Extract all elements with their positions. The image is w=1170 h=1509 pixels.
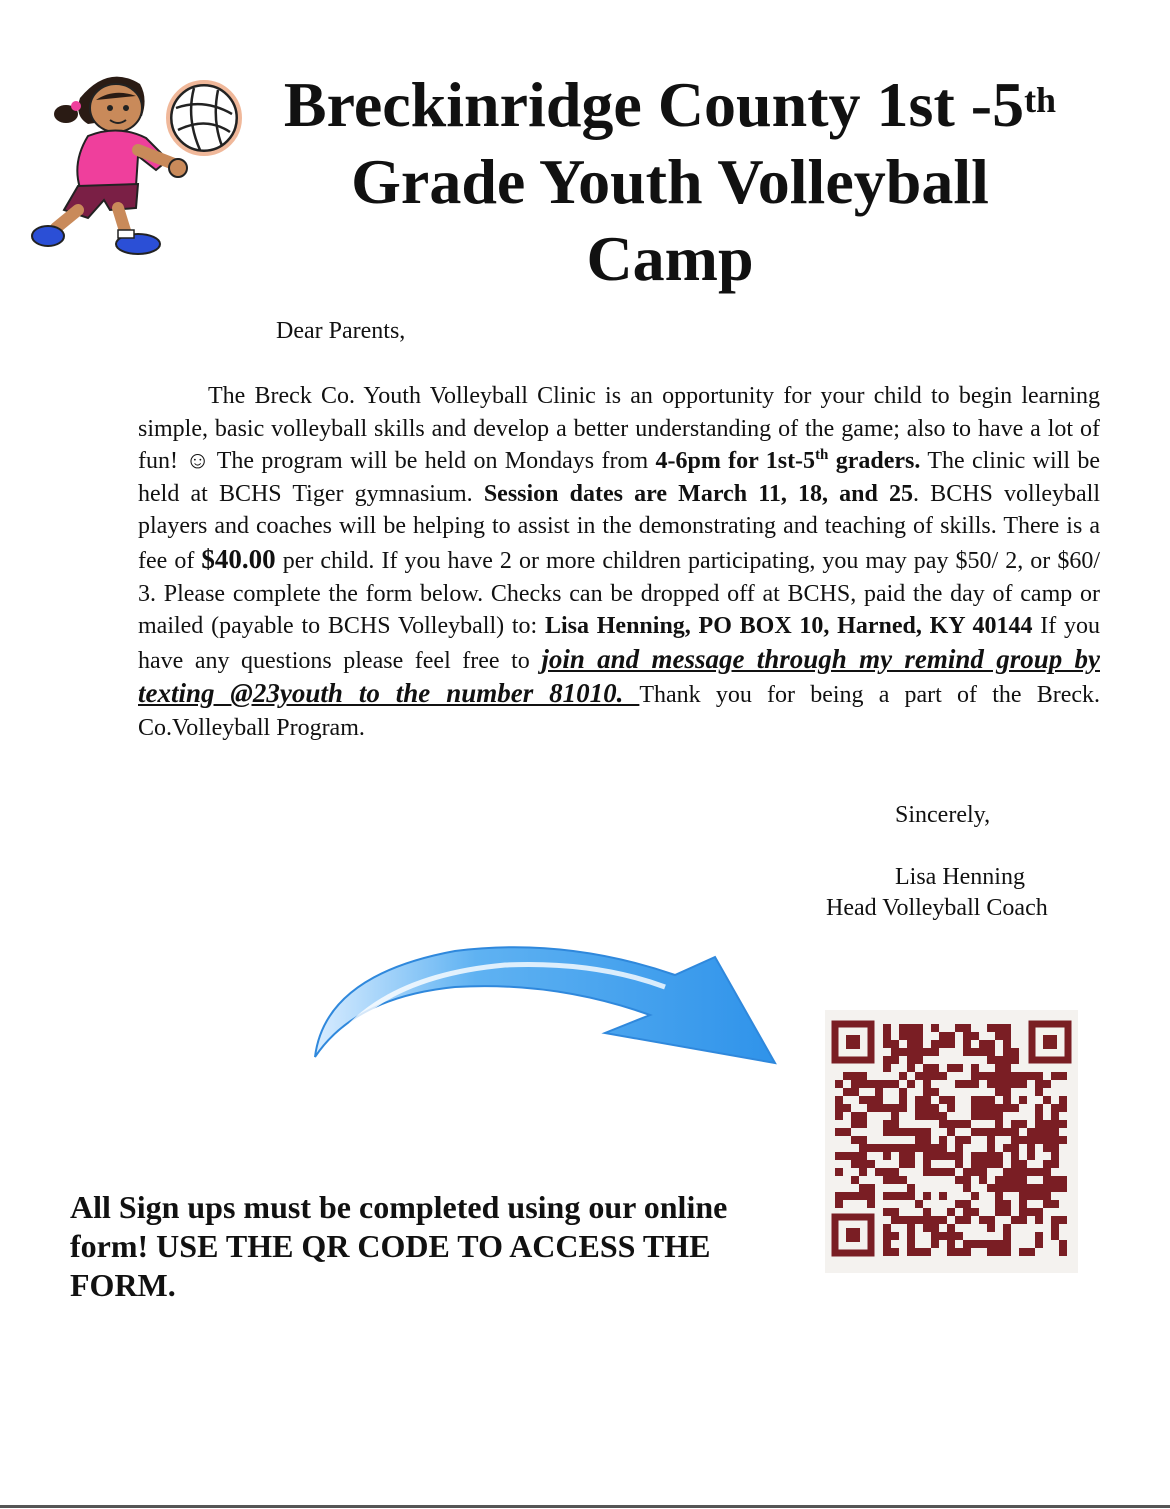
schedule-highlight: 4-6pm for 1st-5th graders. [655, 447, 921, 475]
letter-greeting: Dear Parents, [276, 318, 406, 344]
qr-code-icon[interactable] [825, 1010, 1078, 1273]
letter-text-1: The Breck Co. Youth Volleyball Clinic is an opportunity for your child to begin learning simple, basic volleyball skills and develop a better understanding of the game; also to have a lot of fun! ☺ The program will be held on Mondays from [138, 383, 1100, 475]
signup-note: All Sign ups must be completed using our online form! USE THE QR CODE TO ACCESS THE FORM. [70, 1189, 728, 1303]
letter-text-3: . BCHS volleyball players and coaches will be helping to assist in the demonstrating and teaching of skills. There is a fee of [138, 480, 1101, 574]
signer-name: Lisa Henning [895, 864, 1025, 890]
title-line-2: Grade Youth Volleyball [351, 146, 989, 217]
curved-arrow-icon [305, 935, 785, 1070]
letter-body [138, 380, 1100, 745]
letter-closing: Sincerely, [895, 802, 991, 828]
letter-text-5: If you have any questions please feel free to [138, 613, 1100, 674]
mailing-address: Lisa Henning, PO BOX 10, Harned, KY 40144 [544, 613, 1033, 640]
letter-text-6: Thank you for being a part of the Breck. Co.Volleyball Program. [138, 682, 1101, 741]
title-line-3: Camp [586, 223, 754, 294]
letter-text-4: per child. If you have 2 or more children participating, you may pay $50/ 2, or $60/ 3. Please complete the form below. Checks can be dropped off at BCHS, paid the day of camp or mailed (payable to BCHS Volleyball) to: [138, 547, 1101, 640]
bottom-divider [0, 1505, 1170, 1508]
fee-highlight: $40.00 [201, 543, 276, 574]
volleyball-girl-icon [18, 58, 246, 258]
title-line-1: Breckinridge County 1st -5 [283, 69, 1025, 140]
session-dates-highlight: Session dates are March 11, 18, and 25 [483, 480, 914, 507]
volleyball-icon [168, 82, 240, 154]
page-title [240, 66, 1100, 297]
remind-instructions: join and message through my remind group by texting @23youth to the number 81010. [138, 643, 1100, 709]
title-superscript: th [1024, 80, 1057, 120]
letter-text-2: The clinic will be held at BCHS Tiger gymnasium. [138, 448, 1100, 507]
signer-title: Head Volleyball Coach [826, 895, 1048, 921]
